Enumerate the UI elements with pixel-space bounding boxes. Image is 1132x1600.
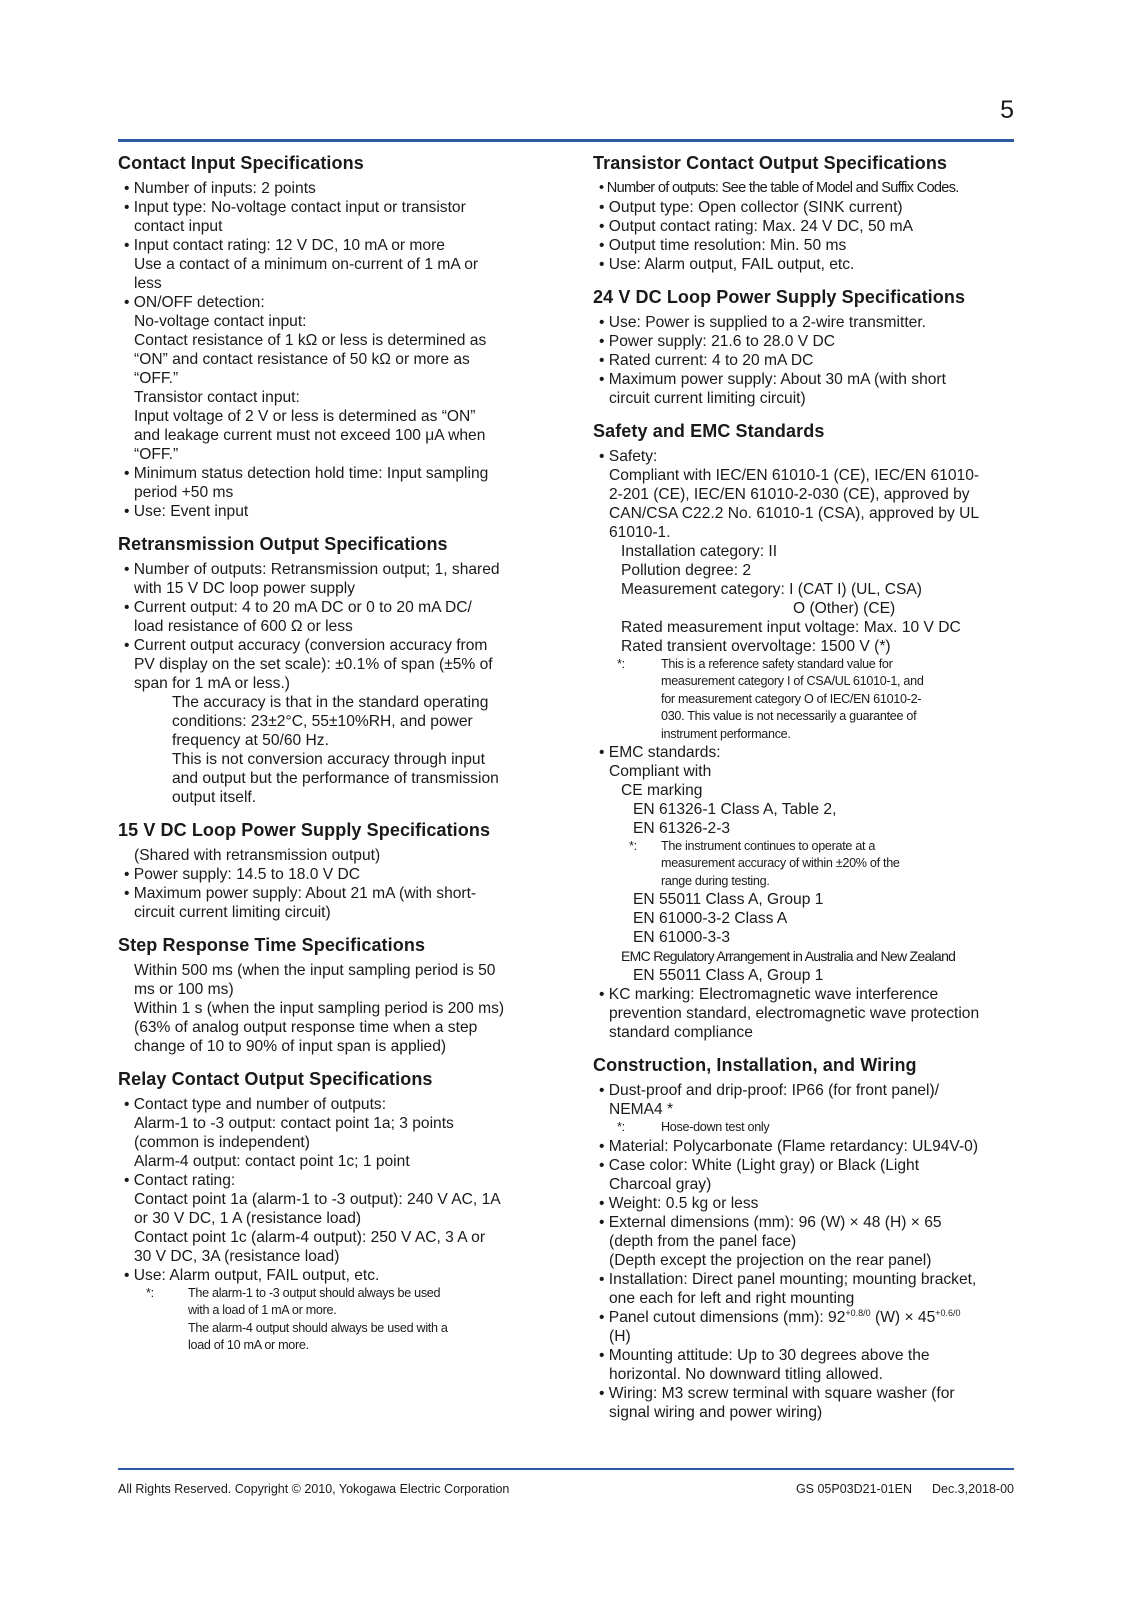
paragraph-line: Within 500 ms (when the input sampling period is 50 [134, 962, 496, 979]
list-item-cont: load resistance of 600 Ω or less [134, 618, 353, 635]
list-item-cont: horizontal. No downward titling allowed. [609, 1365, 883, 1383]
list-item-cont: CAN/CSA C22.2 No. 61010-1 (CSA), approved by UL [609, 505, 980, 522]
list-item: • Number of outputs: Retransmission output; 1, shared [118, 560, 558, 579]
footnote [593, 838, 1019, 890]
list-item-cont: Charcoal gray) [609, 1175, 712, 1193]
section-title: Transistor Contact Output Specifications [593, 153, 948, 173]
footnote-line: This is a reference safety standard value for [661, 657, 893, 671]
section-title: Retransmission Output Specifications [118, 534, 448, 554]
footnote-mark: *: [146, 1286, 154, 1300]
construction-section [593, 1054, 1019, 1421]
list-item-cont: EN 61326-2-3 [633, 820, 731, 838]
list-item-cont: EMC Regulatory Arrangement in Australia and New Zealand [621, 948, 956, 965]
copyright: All Rights Reserved. Copyright © 2010, Yokogawa Electric Corporation [118, 1482, 510, 1496]
list-item-cont: EN 61326-1 Class A, Table 2, [633, 801, 837, 819]
list-item-cont: (Depth except the projection on the rear panel) [609, 1251, 932, 1269]
section-title: 15 V DC Loop Power Supply Specifications [118, 820, 491, 840]
safety-emc-section [593, 420, 1019, 1042]
list-item: • Maximum power supply: About 30 mA (with short [593, 370, 1019, 389]
list-item-cont: Compliant with [609, 763, 712, 781]
loop-power-15v-section [118, 819, 558, 922]
list-item-cont: Input voltage of 2 V or less is determined as “ON” [134, 408, 476, 425]
list-item: • Use: Event input [118, 502, 558, 521]
list-item-cont: standard compliance [609, 1024, 753, 1042]
footnote [118, 1285, 558, 1355]
footnote-line: measurement category I of CSA/UL 61010-1, and [661, 674, 924, 689]
list-item: • Mounting attitude: Up to 30 degrees above the [593, 1346, 1019, 1365]
list-item: • Current output: 4 to 20 mA DC or 0 to 20 mA DC/ [118, 598, 558, 617]
footnote-text [661, 656, 1019, 743]
list-item: • Power supply: 14.5 to 18.0 V DC [118, 865, 558, 884]
list-item-cont: less [134, 275, 162, 292]
transistor-output-section [593, 152, 1019, 274]
list-item: • EMC standards: [593, 743, 1019, 762]
list-item-cont: (common is independent) [134, 1134, 310, 1151]
cutout-text: (W) × 45 [870, 1308, 936, 1326]
tolerance-sup: +0.6/0 [935, 1307, 961, 1318]
list-item-cont: Compliant with IEC/EN 61010-1 (CE), IEC/EN 61010- [609, 467, 980, 484]
list-item: • Rated current: 4 to 20 mA DC [593, 351, 1019, 370]
cutout-text: Panel cutout dimensions (mm): 92 [608, 1308, 846, 1326]
paragraph-line: (63% of analog output response time when a step [134, 1019, 478, 1036]
list-item: • Contact type and number of outputs: [118, 1095, 558, 1114]
list-item: • Input type: No-voltage contact input or transistor [118, 198, 558, 217]
list-item: • Weight: 0.5 kg or less [593, 1194, 1019, 1213]
footnote-line: measurement accuracy of within ±20% of the [661, 856, 900, 871]
list-item-cont: O (Other) (CE) [793, 600, 896, 617]
list-item: • Output time resolution: Min. 50 ms [593, 236, 1019, 255]
list-item-cont: Alarm-4 output: contact point 1c; 1 point [134, 1153, 410, 1170]
doc-date: Dec.3,2018-00 [931, 1482, 1014, 1496]
list-item-cont: 61010-1. [609, 524, 671, 541]
footnote-text [661, 838, 1019, 890]
list-item: • Output contact rating: Max. 24 V DC, 50 mA [593, 217, 1019, 236]
list-item: • KC marking: Electromagnetic wave interference [593, 985, 1019, 1004]
list-item-cont: (H) [609, 1327, 631, 1345]
list-item: • Use: Alarm output, FAIL output, etc. [593, 255, 1019, 274]
list-item-cont: with 15 V DC loop power supply [134, 580, 356, 597]
loop-power-24v-section [593, 286, 1019, 408]
footnote-line: 030. This value is not necessarily a guarantee of [661, 709, 917, 724]
list-item-cont: or 30 V DC, 1 A (resistance load) [134, 1210, 362, 1227]
section-title: Construction, Installation, and Wiring [593, 1055, 917, 1076]
list-item-cont: (Shared with retransmission output) [134, 847, 381, 864]
list-item-cont: EN 55011 Class A, Group 1 [633, 967, 824, 985]
list-item-cont: Pollution degree: 2 [621, 562, 752, 579]
list-item-cont: span for 1 mA or less.) [134, 675, 290, 692]
footnote-line: for measurement category O of IEC/EN 61010-2- [661, 691, 922, 706]
list-item-cont: one each for left and right mounting [609, 1289, 855, 1307]
list-item-cont: prevention standard, electromagnetic wave protection [609, 1005, 980, 1023]
accuracy-note: and output but the performance of transmission [172, 770, 499, 787]
list-item: • Input contact rating: 12 V DC, 10 mA or more [118, 236, 558, 255]
list-item-cont: Installation category: II [621, 543, 778, 560]
footnote-mark: *: [629, 839, 637, 854]
footnote [593, 656, 1019, 743]
accuracy-note: conditions: 23±2°C, 55±10%RH, and power [172, 713, 473, 730]
list-item: • Number of outputs: See the table of Model and Suffix Codes. [593, 179, 1019, 198]
accuracy-note: frequency at 50/60 Hz. [172, 732, 329, 749]
list-item-cont: Use a contact of a minimum on-current of 1 mA or [134, 256, 479, 273]
list-item: • ON/OFF detection: [118, 293, 558, 312]
list-item-cont: No-voltage contact input: [134, 313, 307, 330]
section-title: Step Response Time Specifications [118, 935, 426, 955]
list-item-cont: contact input [134, 218, 223, 235]
relay-output-section [118, 1068, 558, 1355]
list-item: • Case color: White (Light gray) or Black (Light [593, 1156, 1019, 1175]
footnote [593, 1119, 1019, 1136]
list-item-cont: “OFF.” [134, 446, 179, 463]
list-item: • Maximum power supply: About 21 mA (with short- [118, 884, 558, 903]
accuracy-note: The accuracy is that in the standard operating [172, 694, 489, 711]
list-item: • Power supply: 21.6 to 28.0 V DC [593, 332, 1019, 351]
contact-input-section [118, 152, 558, 521]
list-item: • Safety: [593, 447, 1019, 466]
list-item [593, 1308, 1019, 1327]
list-item-cont: Contact point 1c (alarm-4 output): 250 V AC, 3 A or [134, 1229, 486, 1246]
list-item-cont: period +50 ms [134, 484, 234, 501]
list-item: • Number of inputs: 2 points [118, 179, 558, 198]
list-item-cont: and leakage current must not exceed 100 μA when [134, 427, 486, 444]
list-item-cont: Rated measurement input voltage: Max. 10 V DC [621, 619, 961, 636]
step-response-section [118, 934, 558, 1056]
list-item: • Output type: Open collector (SINK current) [593, 198, 1019, 217]
left-column [118, 152, 558, 1367]
list-item-cont: Measurement category: I (CAT I) (UL, CSA) [621, 581, 922, 598]
footnote-line: instrument performance. [661, 726, 791, 741]
list-item-cont: 2-201 (CE), IEC/EN 61010-2-030 (CE), approved by [609, 486, 970, 503]
section-title: Contact Input Specifications [118, 153, 364, 173]
list-item-cont: Transistor contact input: [134, 389, 300, 406]
list-item: • External dimensions (mm): 96 (W) × 48 (H) × 65 [593, 1213, 1019, 1232]
list-item: • Contact rating: [118, 1171, 558, 1190]
footnote-line: The alarm-1 to -3 output should always be used [188, 1286, 441, 1300]
list-item: • Use: Power is supplied to a 2-wire transmitter. [593, 313, 1019, 332]
retransmission-output-section [118, 533, 558, 807]
list-item-cont: CE marking [621, 782, 703, 800]
list-item: • Installation: Direct panel mounting; mounting bracket, [593, 1270, 1019, 1289]
list-item-cont: 30 V DC, 3A (resistance load) [134, 1248, 340, 1265]
footnote-mark: *: [617, 1120, 625, 1135]
list-item-cont: “ON” and contact resistance of 50 kΩ or more as [134, 351, 470, 368]
paragraph-line: Within 1 s (when the input sampling period is 200 ms) [134, 1000, 505, 1017]
footnote-line: range during testing. [661, 873, 770, 888]
footnote-line: The instrument continues to operate at a [661, 839, 876, 854]
list-item: • Use: Alarm output, FAIL output, etc. [118, 1266, 558, 1285]
section-title: 24 V DC Loop Power Supply Specifications [593, 287, 966, 307]
list-item-cont: EN 61000-3-2 Class A [633, 910, 788, 928]
doc-id: GS 05P03D21-01EN [795, 1482, 912, 1496]
footnote-line: The alarm-4 output should always be used with a [188, 1320, 448, 1335]
list-item-cont: circuit current limiting circuit) [134, 904, 331, 921]
list-item: • Current output accuracy (conversion accuracy from [118, 636, 558, 655]
list-item-cont: Contact point 1a (alarm-1 to -3 output): 240 V AC, 1A [134, 1191, 501, 1208]
footnote-line: with a load of 1 mA or more. [188, 1303, 337, 1318]
footnote-mark: *: [617, 657, 625, 671]
paragraph-line: ms or 100 ms) [134, 981, 234, 998]
list-item: • Wiring: M3 screw terminal with square washer (for [593, 1384, 1019, 1403]
section-title: Relay Contact Output Specifications [118, 1069, 433, 1089]
list-item-cont: circuit current limiting circuit) [609, 390, 806, 407]
paragraph-line: change of 10 to 90% of input span is applied) [134, 1038, 447, 1055]
list-item: • Dust-proof and drip-proof: IP66 (for front panel)/ [593, 1081, 1019, 1100]
doc-info [796, 1482, 1014, 1496]
footer-rule [118, 1468, 1014, 1470]
list-item-cont: NEMA4 * [609, 1101, 674, 1119]
list-item-cont: Alarm-1 to -3 output: contact point 1a; 3 points [134, 1115, 454, 1132]
list-item-cont: (depth from the panel face) [609, 1232, 797, 1250]
list-item-cont: EN 61000-3-3 [633, 929, 731, 947]
list-item-cont: signal wiring and power wiring) [609, 1403, 823, 1421]
list-item-cont: Rated transient overvoltage: 1500 V (*) [621, 638, 891, 655]
section-title: Safety and EMC Standards [593, 421, 825, 441]
page-number: 5 [1000, 96, 1014, 124]
footnote-line: load of 10 mA or more. [188, 1338, 309, 1353]
accuracy-note: output itself. [172, 789, 257, 806]
list-item: • Minimum status detection hold time: Input sampling [118, 464, 558, 483]
header-rule [118, 139, 1014, 142]
list-item-cont: PV display on the set scale): ±0.1% of span (±5% of [134, 656, 493, 673]
accuracy-note: This is not conversion accuracy through input [172, 751, 485, 768]
footnote-text [188, 1285, 558, 1355]
tolerance-sup: +0.8/0 [845, 1307, 871, 1318]
list-item-cont: “OFF.” [134, 370, 179, 387]
list-item-cont: EN 55011 Class A, Group 1 [633, 891, 824, 909]
right-column [593, 152, 1019, 1434]
list-item-cont: Contact resistance of 1 kΩ or less is determined as [134, 332, 487, 349]
footnote-text: Hose-down test only [661, 1120, 770, 1135]
list-item: • Material: Polycarbonate (Flame retardancy: UL94V-0) [593, 1137, 1019, 1156]
